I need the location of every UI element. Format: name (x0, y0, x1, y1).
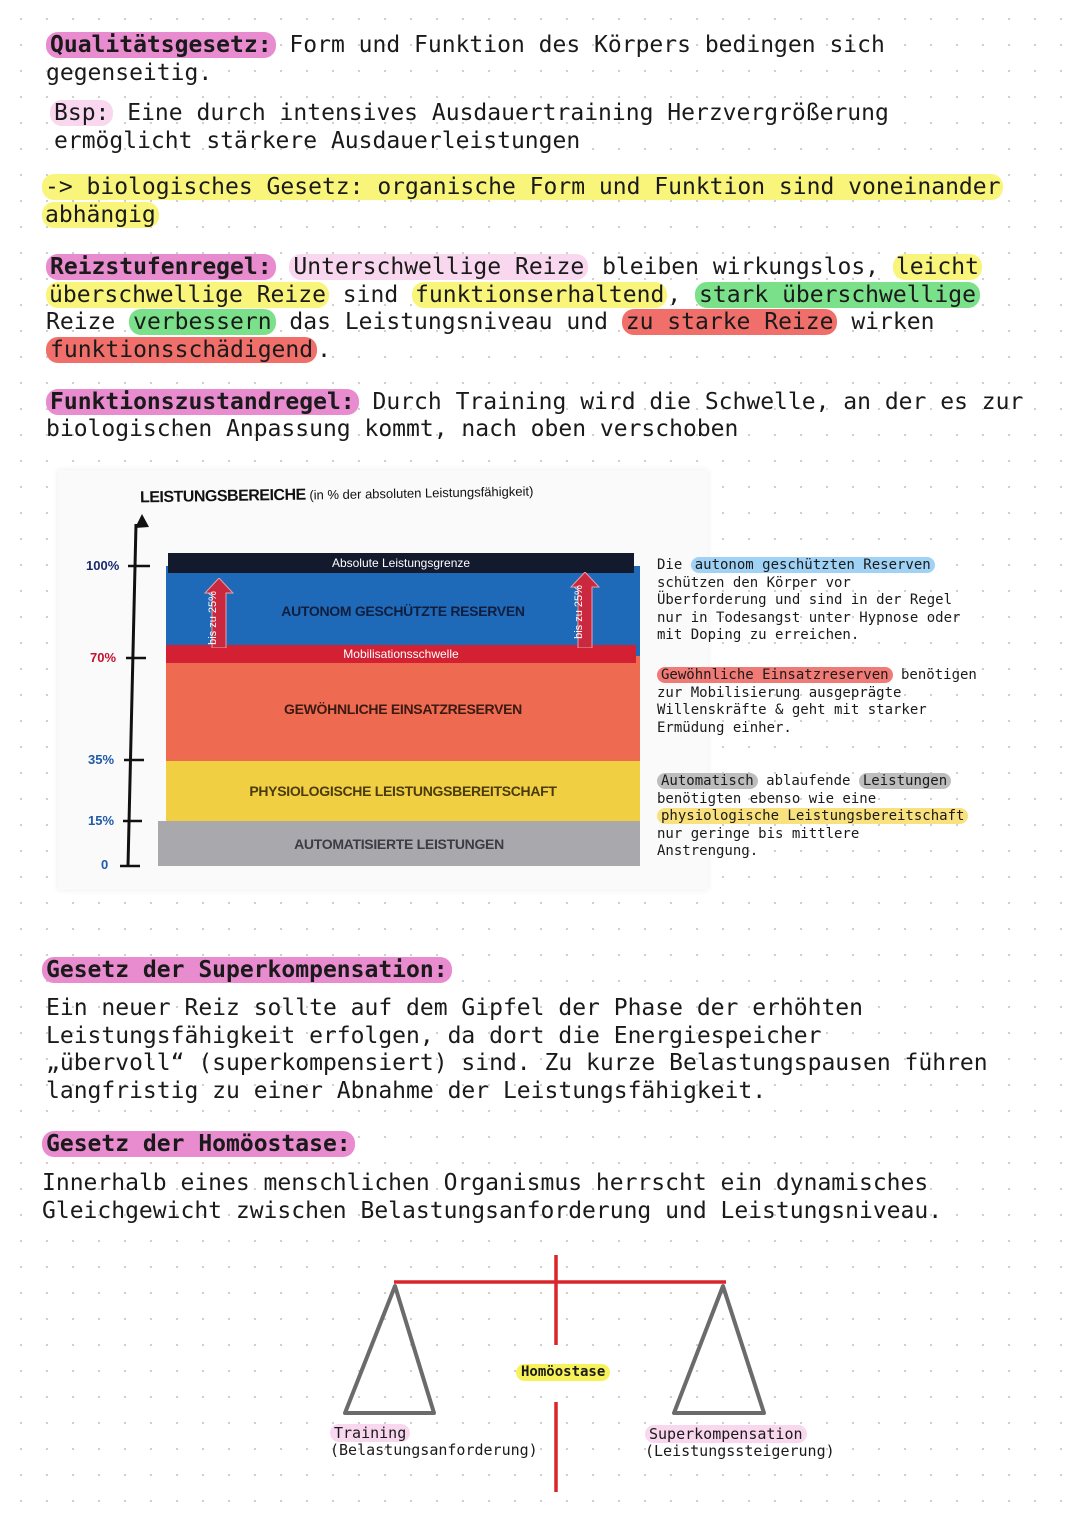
reiz-line3: Reize verbessern das Leistungsniveau und zu starke Reize wirken (46, 309, 935, 335)
arrow-right-label: bis zu 25% (572, 585, 585, 639)
band-autonom: AUTONOM GESCHÜTZTE RESERVEN (166, 566, 640, 656)
superkomp-body: Ein neuer Reiz sollte auf dem Gipfel der Phase der erhöhten Leistungsfähigkeit erfolgen, da dort die Energiespeicher „übervoll“ (superkompensiert) sind. Zu kurze Belastungspausen führen langfristig zu einer Abnahme der Leistungsfähigkeit. (46, 995, 988, 1104)
band-physiologisch: PHYSIOLOGISCHE LEISTUNGSBEREITSCHAFT (166, 761, 640, 821)
funktion-line1: Funktionszustandregel: Durch Training wird die Schwelle, an der es zur (46, 388, 1023, 416)
superkomp-heading: Gesetz der Superkompensation: (42, 956, 452, 984)
mobilisation-threshold-line: Mobilisationsschwelle (166, 645, 636, 663)
superkomp-label: Superkompensation (Leistungssteigerung) (645, 1425, 835, 1460)
chart-title: LEISTUNGSBEREICHE (in % der absoluten Leistungsfähigkeit) (139, 483, 534, 507)
bio-line2: abhängig (42, 201, 159, 229)
funktion-line2: biologischen Anpassung kommt, nach oben verschoben (46, 416, 739, 442)
reiz-title: Reizstufenregel: (46, 254, 276, 280)
bsp-line2: ermöglicht stärkere Ausdauerleistungen (54, 128, 581, 154)
right-triangle (674, 1286, 764, 1413)
reiz-line2: überschwellige Reize sind funktionserhaltend , stark überschwellige (46, 281, 980, 309)
ylabel-35: 35% (88, 752, 115, 767)
ylabel-100: 100% (86, 558, 120, 573)
bio-line1: -> biologisches Gesetz: organische Form und Funktion sind voneinander (42, 173, 1003, 201)
arrow-left-label: bis zu 25% (206, 591, 219, 645)
qualitaet-title: Qualitätsgesetz: (46, 32, 276, 58)
left-triangle (345, 1286, 434, 1413)
qualitaet-line1: Qualitätsgesetz: Form und Funktion des Körpers bedingen sich (46, 31, 885, 59)
note-einsatzreserven: Gewöhnliche Einsatzreserven benötigen zur Mobilisierung ausgeprägte Willenskräfte & geht mit starker Ermüdung einher. (657, 667, 977, 736)
ylabel-70: 70% (90, 650, 117, 665)
ylabel-0: 0 (101, 857, 109, 872)
bsp-label: Bsp: (50, 100, 113, 126)
reiz-line1: Reizstufenregel: Unterschwellige Reize bleiben wirkungslos, leicht (46, 253, 982, 281)
reiz-line4: funktionsschädigend . (46, 336, 331, 364)
ylabel-15: 15% (88, 813, 115, 828)
note-autonom: Die autonom geschützten Reserven schützen den Körper vor Überforderung und sind in der Regel nur in Todesangst unter Hypnose oder mit Doping zu erreichen. (657, 557, 961, 643)
note-automatisch: Automatisch ablaufende Leistungen benötigten ebenso wie eine physiologische Leistungsbereitschaft nur geringe bis mittlere Anstrengung. (657, 773, 968, 861)
homoeostase-center-label: Homöostase (516, 1364, 610, 1381)
absolute-limit-line: Absolute Leistungsgrenze (168, 553, 634, 573)
band-einsatzreserven: GEWÖHNLICHE EINSATZRESERVEN (166, 656, 640, 761)
training-label: Training (Belastungsanforderung) (330, 1424, 538, 1459)
band-automatisiert: AUTOMATISIERTE LEISTUNGEN (158, 821, 640, 866)
qualitaet-line2: gegenseitig. (46, 60, 213, 86)
funktion-title: Funktionszustandregel: (46, 389, 359, 415)
homoeostase-heading: Gesetz der Homöostase: (42, 1130, 355, 1158)
bsp-line1: Bsp: Eine durch intensives Ausdauertraining Herzvergrößerung (50, 99, 889, 127)
homoeostase-body: Innerhalb eines menschlichen Organismus herrscht ein dynamisches Gleichgewicht zwischen Belastungsanforderung und Leistungsniveau. (42, 1170, 943, 1224)
